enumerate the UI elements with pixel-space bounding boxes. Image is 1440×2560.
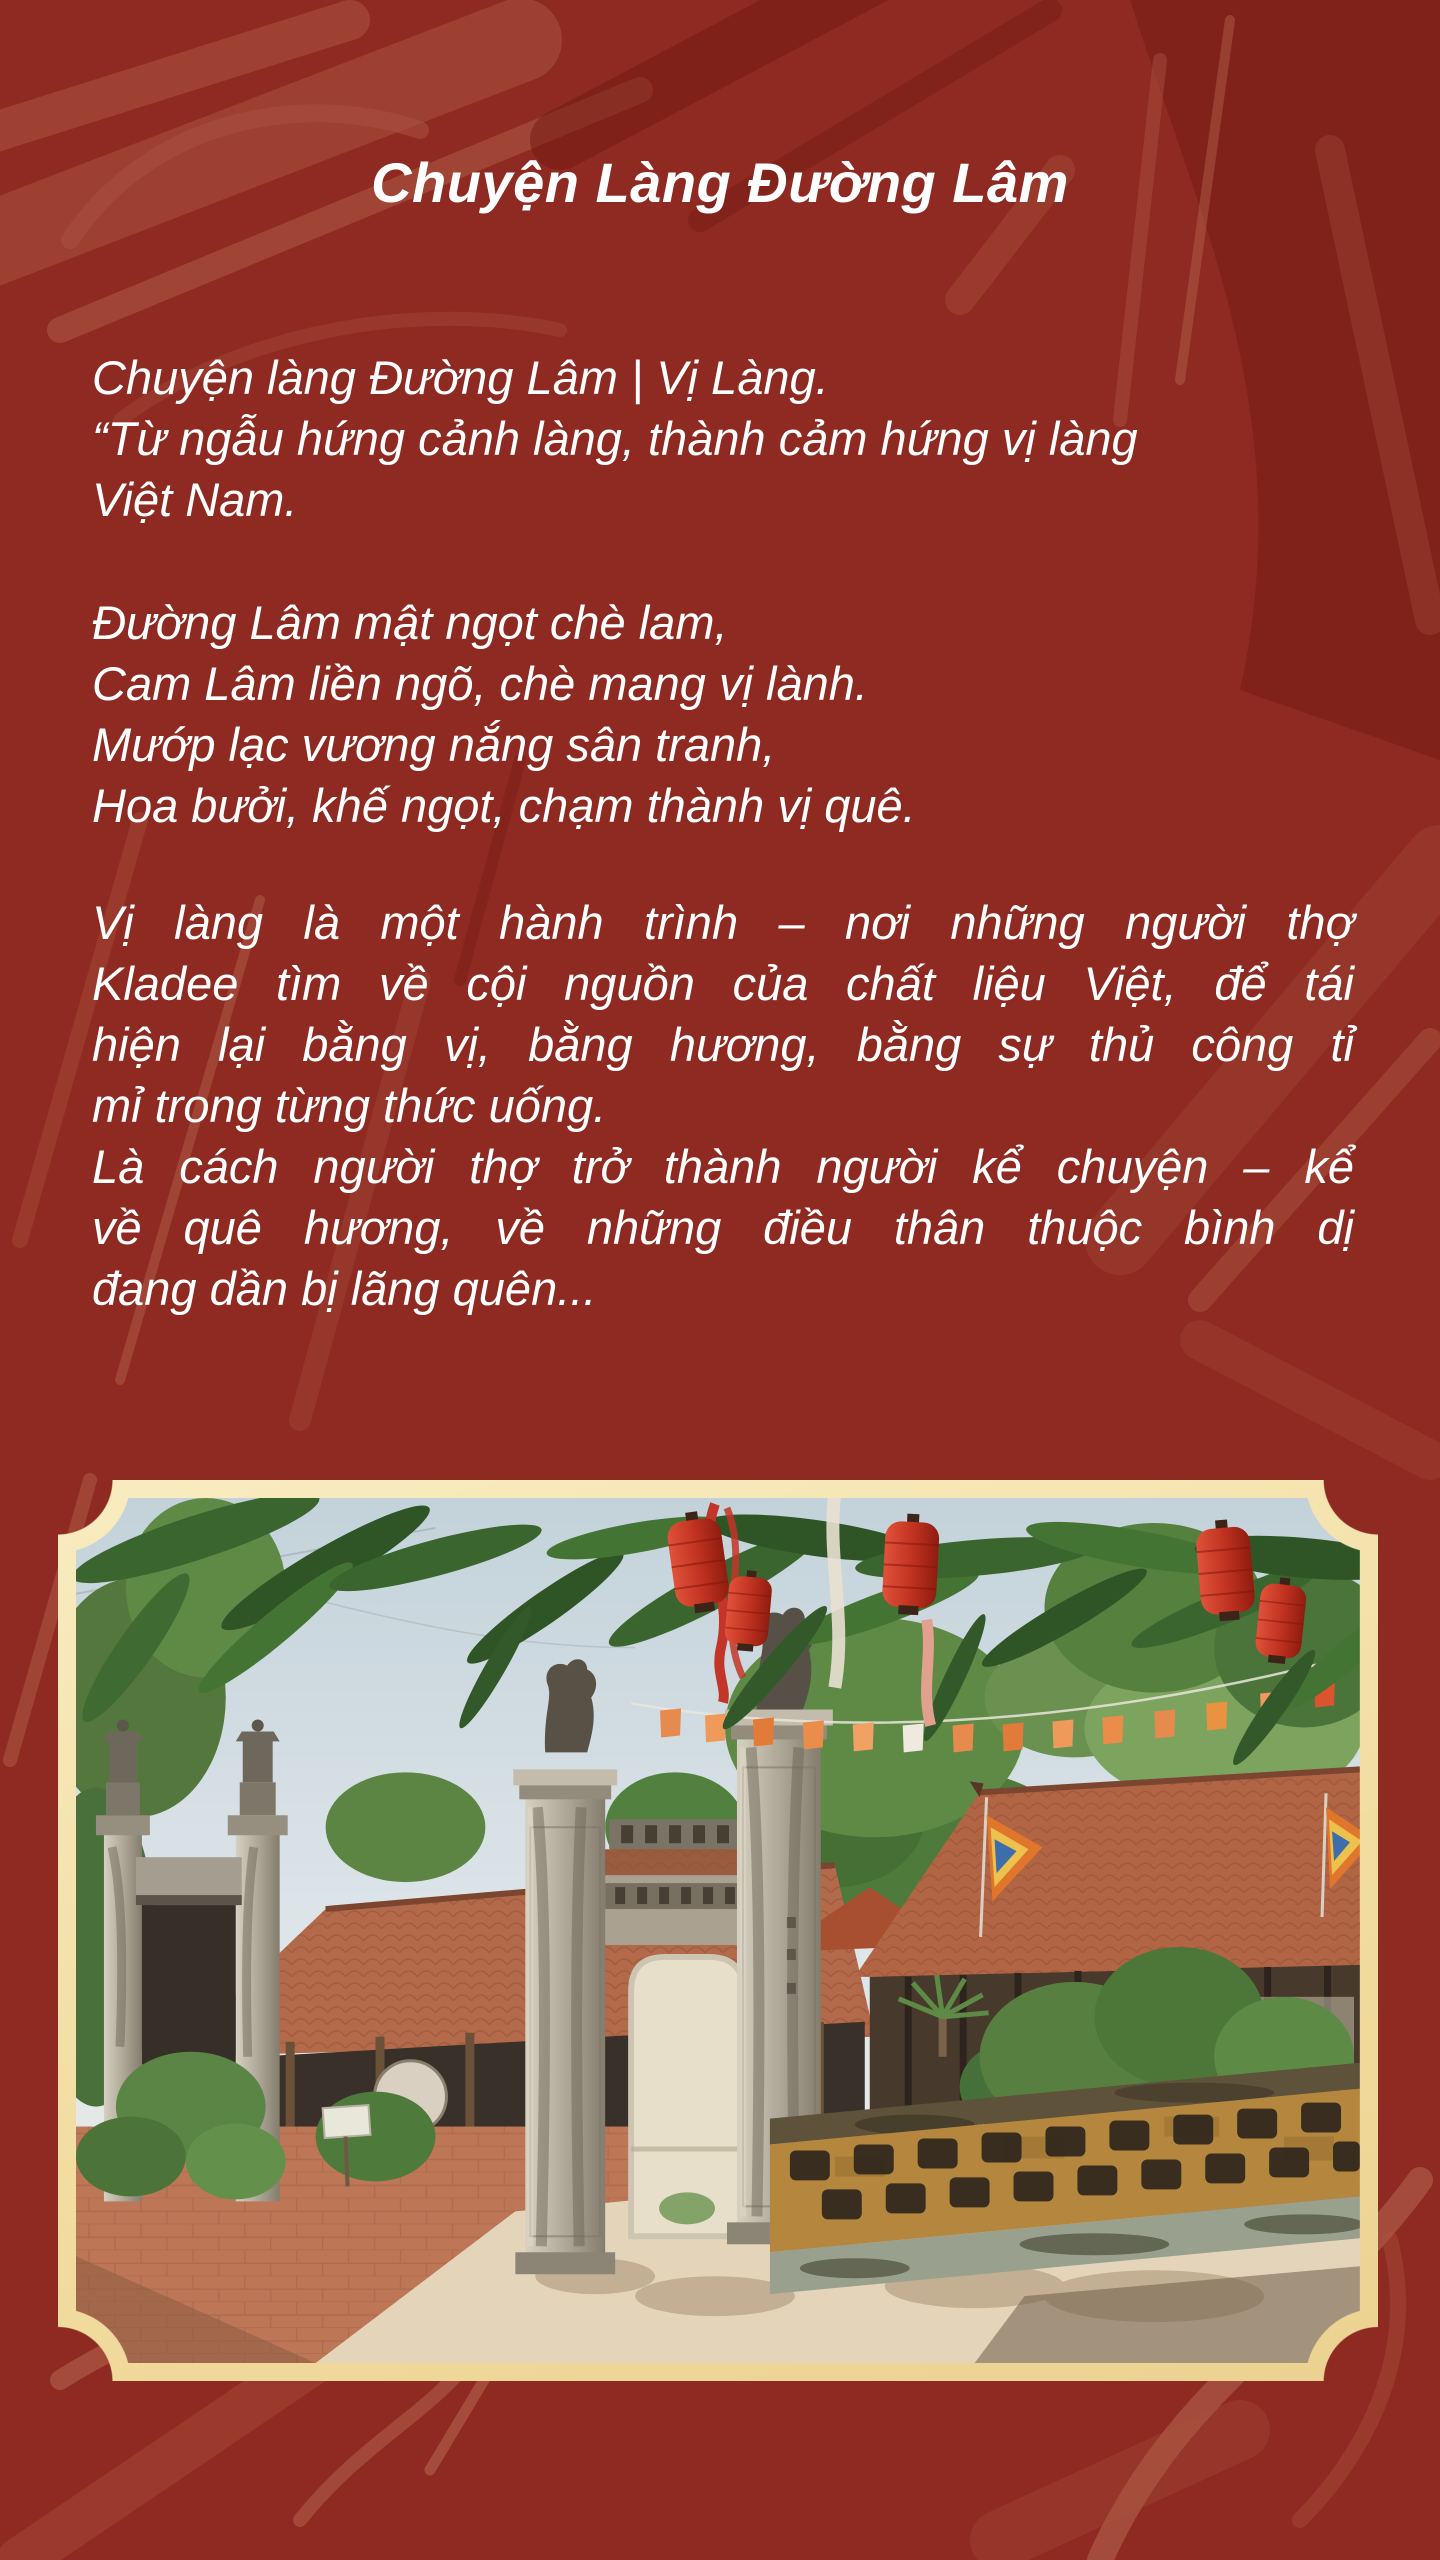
story-line: mỉ trong từng thức uống.	[92, 1079, 607, 1132]
story-line: Vị làng là một hành trình – nơi những người thợ	[92, 896, 1354, 949]
story-line: đang dần bị lãng quên...	[92, 1262, 597, 1315]
poem-line: Hoa bưởi, khế ngọt, chạm thành vị quê.	[92, 779, 916, 832]
story-line: Là cách người thợ trở thành người kể chuyện – kể	[92, 1140, 1354, 1193]
intro-line: Việt Nam.	[92, 473, 298, 526]
intro-line: “Từ ngẫu hứng cảnh làng, thành cảm hứng vị làng	[92, 412, 1138, 465]
poem-line: Mướp lạc vương nắng sân tranh,	[92, 718, 776, 771]
village-photo	[76, 1498, 1360, 2363]
page-title: Chuyện Làng Đường Lâm	[371, 151, 1069, 214]
intro-line: Chuyện làng Đường Lâm | Vị Làng.	[92, 351, 829, 404]
village-poem	[92, 592, 1354, 836]
intro-text	[92, 347, 1354, 530]
story-line: về quê hương, về những điều thân thuộc bình dị	[92, 1201, 1354, 1254]
story-line: hiện lại bằng vị, bằng hương, bằng sự thủ công tỉ	[92, 1018, 1354, 1071]
poem-line: Cam Lâm liền ngõ, chè mang vị lành.	[92, 657, 868, 710]
story-text	[92, 892, 1354, 1319]
story-line: Kladee tìm về cội nguồn của chất liệu Việt, để tái	[92, 957, 1354, 1010]
poem-line: Đường Lâm mật ngọt chè lam,	[92, 596, 728, 649]
photo-frame	[58, 1480, 1378, 2381]
